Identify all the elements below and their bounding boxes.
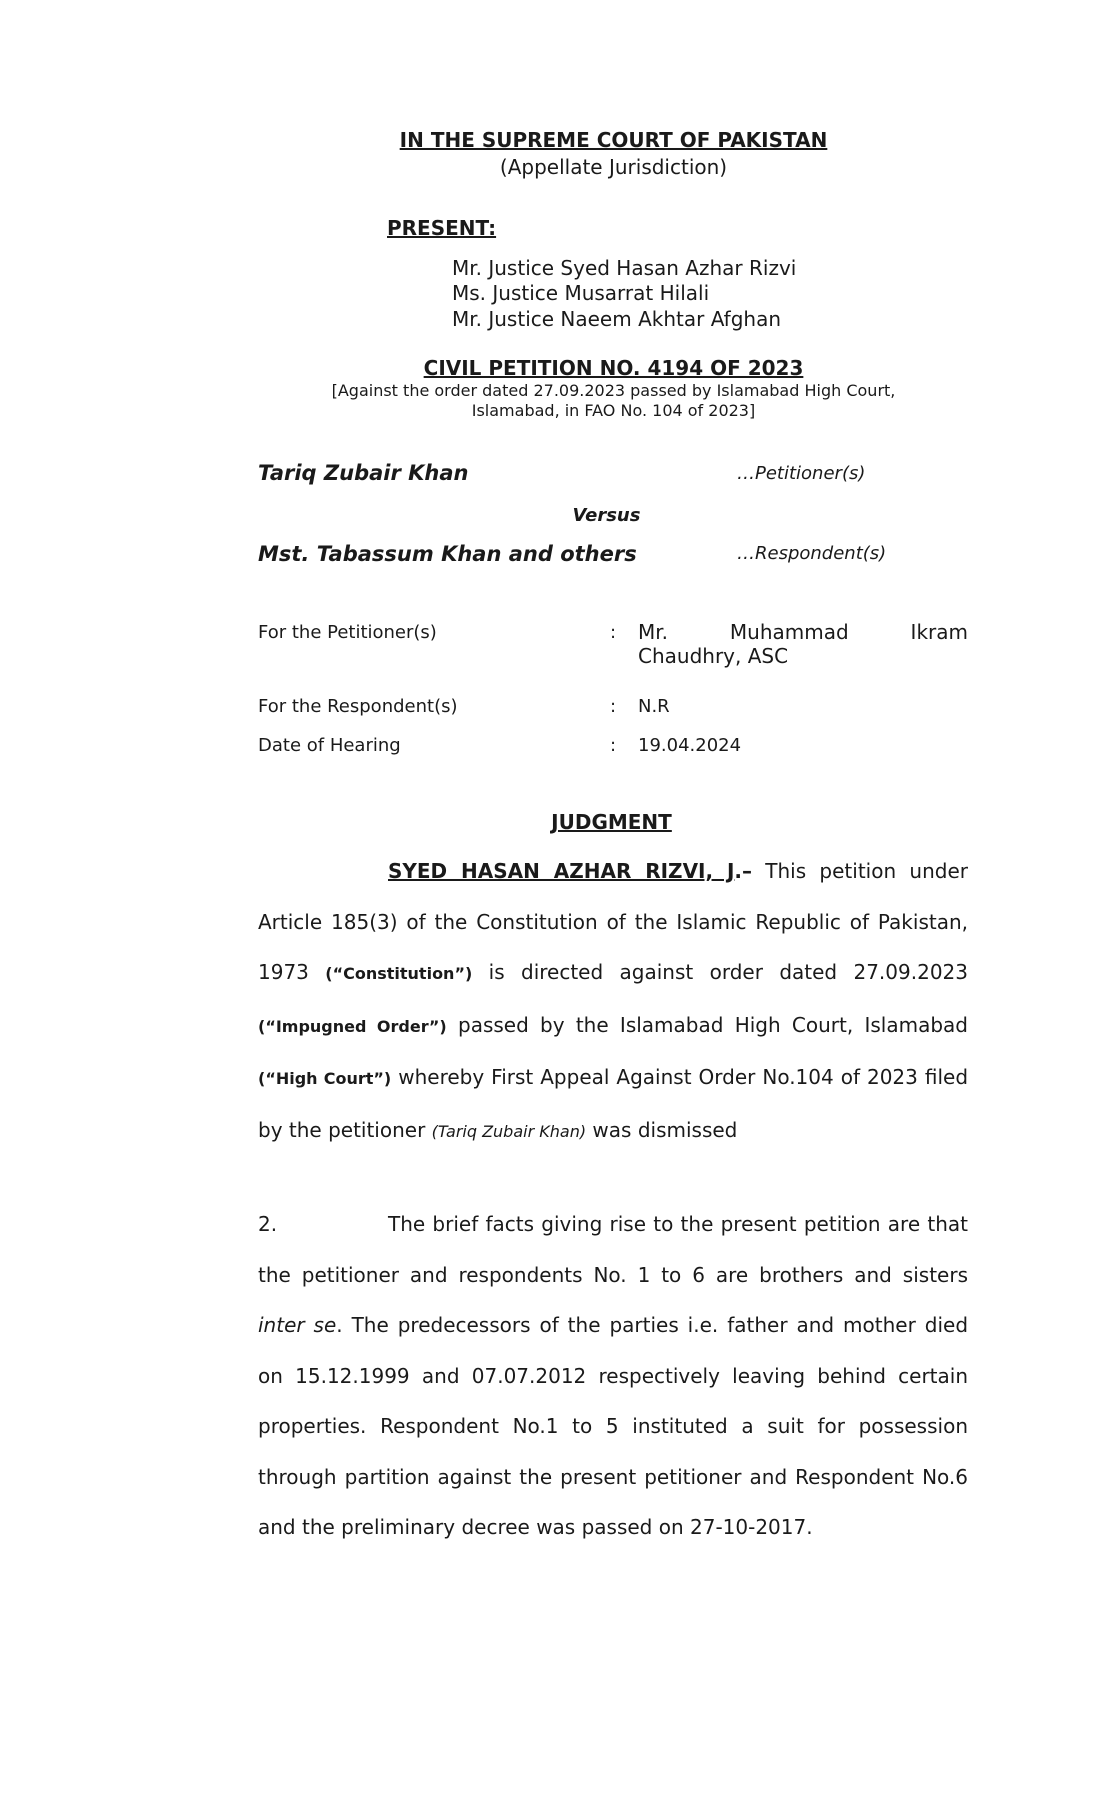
jurisdiction: (Appellate Jurisdiction) [499,155,728,179]
petitioner-name: Tariq Zubair Khan [258,461,469,485]
author-name: SYED HASAN AZHAR RIZVI, J [388,859,735,883]
against-line-2: Islamabad, in FAO No. 104 of 2023] [471,401,756,420]
paragraph-2-text-a: The brief facts giving rise to the present petition are that the petitioner and respondents No. 1 to 6 are brothers and sisters [258,1212,968,1287]
appearance-label-petitioner: For the Petitioner(s) [258,622,437,643]
judge-1: Mr. Justice Syed Hasan Azhar Rizvi [452,256,797,280]
judgment-heading: JUDGMENT [551,810,672,834]
paragraph-1-text-c: passed by the Islamabad High Court, Islamabad [446,1012,968,1037]
paragraph-1-text-b: is directed against order dated 27.09.2023 [472,960,968,984]
judgment-paragraph-2 [258,1199,968,1553]
respondent-name: Mst. Tabassum Khan and others [258,542,637,566]
paragraph-1-text-e: was dismissed [586,1117,738,1142]
appearance-colon: : [610,735,617,756]
petitioner-role: …Petitioner(s) [737,463,866,484]
author-suffix: .– [734,859,753,883]
appearance-label-hearing-date: Date of Hearing [258,735,401,756]
appearance-label-respondent: For the Respondent(s) [258,696,458,717]
respondent-role: …Respondent(s) [737,543,887,564]
paragraph-1-text-a: This petition under Article 185(3) of the Constitution of the Islamic Republic of Pakistan, 1973 [258,859,968,984]
present-heading: PRESENT: [387,216,497,240]
court-title: IN THE SUPREME COURT OF PAKISTAN [399,128,828,152]
appearance-value-hearing-date: 19.04.2024 [638,735,742,756]
paragraph-1-text-d: whereby First Appeal Against Order No.104 of 2023 filed by the petitioner [258,1065,969,1142]
judgment-paragraph-1 [258,846,968,1157]
judge-2: Ms. Justice Musarrat Hilali [452,281,710,305]
definition-impugned-order: (“Impugned Order”) [258,1016,447,1036]
petition-title: CIVIL PETITION NO. 4194 OF 2023 [423,356,804,380]
against-line-1: [Against the order dated 27.09.2023 passed by Islamabad High Court, [331,381,896,400]
petitioner-name-inline: (Tariq Zubair Khan) [431,1121,587,1141]
definition-constitution: (“Constitution”) [325,964,473,983]
appearance-value-petitioner [638,620,968,668]
paragraph-2-number: 2. [258,1212,278,1236]
judge-3: Mr. Justice Naeem Akhtar Afghan [452,307,782,331]
appearance-colon: : [610,622,617,643]
definition-high-court: (“High Court”) [258,1069,392,1088]
inter-se: inter se [258,1313,337,1337]
petitioner-counsel-line-1: Mr. Muhammad Ikram [638,620,968,644]
paragraph-2-text-b: . The predecessors of the parties i.e. father and mother died on 15.12.1999 and 07.07.2012 respectively leaving behind certain properties. Respondent No.1 to 5 instituted a suit for possession through partition against the present petitioner and Respondent No.6 and the preliminary decree was passed on 27-10-2017. [258,1313,969,1539]
versus: Versus [572,505,641,526]
against-line [0,381,1093,421]
appearance-value-respondent: N.R [638,696,670,717]
petitioner-counsel-line-2: Chaudhry, ASC [638,644,789,668]
appearance-colon: : [610,696,617,717]
